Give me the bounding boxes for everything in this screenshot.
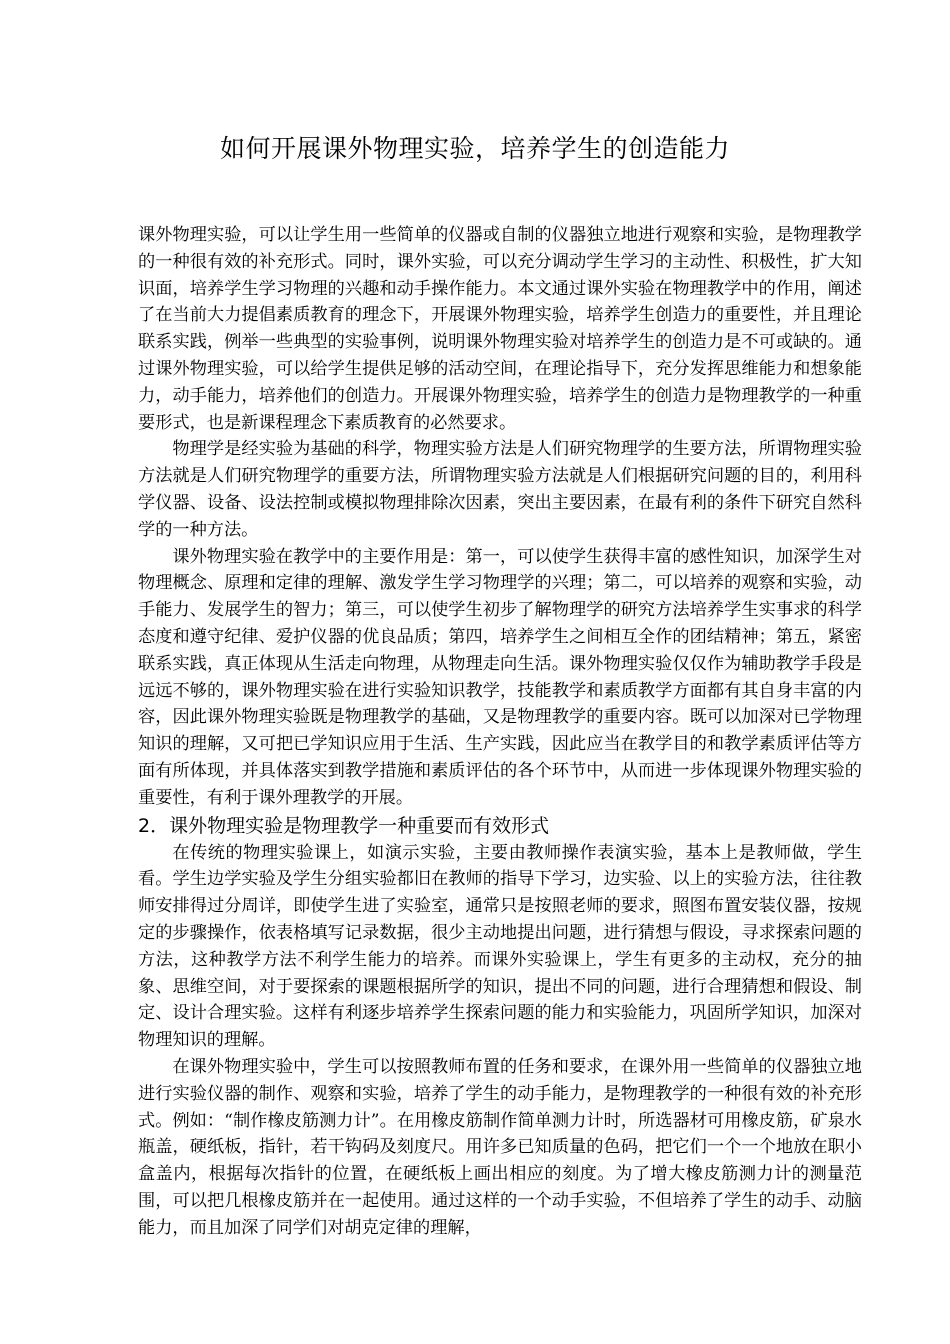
body-paragraph-4: 在课外物理实验中，学生可以按照教师布置的任务和要求，在课外用一些简单的仪器独立地进行实验仪器的制作、观察和实验，培养了学生的动手能力，是物理教学的一种很有效的补充形式。例如：“制作橡皮筋测力计”。在用橡皮筋制作简单测力计时，所选器材可用橡皮筋，矿泉水瓶盖，硬纸板，指针，若干钩码及刻度尺。用许多已知质量的色码，把它们一个一个地放在职小盒盖内，根据每次指针的位置，在硬纸板上画出相应的刻度。为了增大橡皮筋测力计的测量范围，可以把几根橡皮筋并在一起使用。通过这样的一个动手实验，不但培养了学生的动手、动脑能力，而且加深了同学们对胡克定律的理解， bbox=[138, 1056, 862, 1238]
body-paragraph-3: 在传统的物理实验课上，如演示实验，主要由教师操作表演实验，基本上是教师做，学生看。学生边学实验及学生分组实验都旧在教师的指导下学习，边实验、以上的实验方法，往往教师安排得过分周详，即使学生进了实验室，通常只是按照老师的要求，照图布置安装仪器，按规定的步骤操作，依表格填写记录数据，很少主动地提出问题，进行猜想与假设，寻求探索问题的方法，这种教学方法不利学生能力的培养。而课外实验课上，学生有更多的主动权，充分的抽象、思维空间，对于要探索的课题根据所学的知识，提出不同的问题，进行合理猜想和假设、制定、设计合理实验。这样有利逐步培养学生探索问题的能力和实验能力，巩固所学知识，加深对物理知识的理解。 bbox=[138, 842, 862, 1051]
document-body bbox=[138, 222, 862, 1241]
body-paragraph-2: 课外物理实验在教学中的主要作用是：第一，可以使学生获得丰富的感性知识，加深学生对物理概念、原理和定律的理解、激发学生学习物理学的兴理；第二，可以培养的观察和实验，动手能力、发展学生的智力；第三，可以使学生初步了解物理学的研究方法培养学生实事求的科学态度和遵守纪律、爱护仪器的优良品质；第四，培养学生之间相互全作的团结精神；第五，紧密联系实践，真正体现从生活走向物理，从物理走向生活。课外物理实验仅仅作为辅助教学手段是远远不够的，课外物理实验在进行实验知识教学，技能教学和素质教学方面都有其自身丰富的内容，因此课外物理实验既是物理教学的基础，又是物理教学的重要内容。既可以加深对已学物理知识的理解，又可把已学知识应用于生活、生产实践，因此应当在教学目的和教学素质评估等方面有所体现，并具体落实到教学措施和素质评估的各个环节中，从而进一步体现课外物理实验的重要性，有利于课外理教学的开展。 bbox=[138, 546, 862, 808]
body-paragraph-1: 物理学是经实验为基础的科学，物理实验方法是人们研究物理学的生要方法，所谓物理实验方法就是人们研究物理学的重要方法，所谓物理实验方法就是人们根据研究问题的目的，利用科学仪器、设备、设法控制或模拟物理排除次因素，突出主要因素，在最有利的条件下研究自然科学的一种方法。 bbox=[138, 439, 862, 540]
abstract-paragraph: 课外物理实验，可以让学生用一些简单的仪器或自制的仪器独立地进行观察和实验，是物理教学的一种很有效的补充形式。同时，课外实验，可以充分调动学生学习的主动性、积极性，扩大知识面，培养学生学习物理的兴趣和动手操作能力。本文通过课外实验在物理教学中的作用，阐述了在当前大力提倡素质教育的理念下，开展课外物理实验，培养学生创造力的重要性，并且理论联系实践，例举一些典型的实验事例，说明课外物理实验对培养学生的创造力是不可或缺的。通过课外物理实验，可以给学生提供足够的活动空间，在理论指导下，充分发挥思维能力和想象能力，动手能力，培养他们的创造力。开展课外物理实验，培养学生的创造力是物理教学的一种重要形式，也是新课程理念下素质教育的必然要求。 bbox=[138, 225, 862, 433]
document-title: 如何开展课外物理实验，培养学生的创造能力 bbox=[219, 134, 730, 163]
section-heading: 2．课外物理实验是物理教学一种重要而有效形式 bbox=[138, 814, 550, 837]
